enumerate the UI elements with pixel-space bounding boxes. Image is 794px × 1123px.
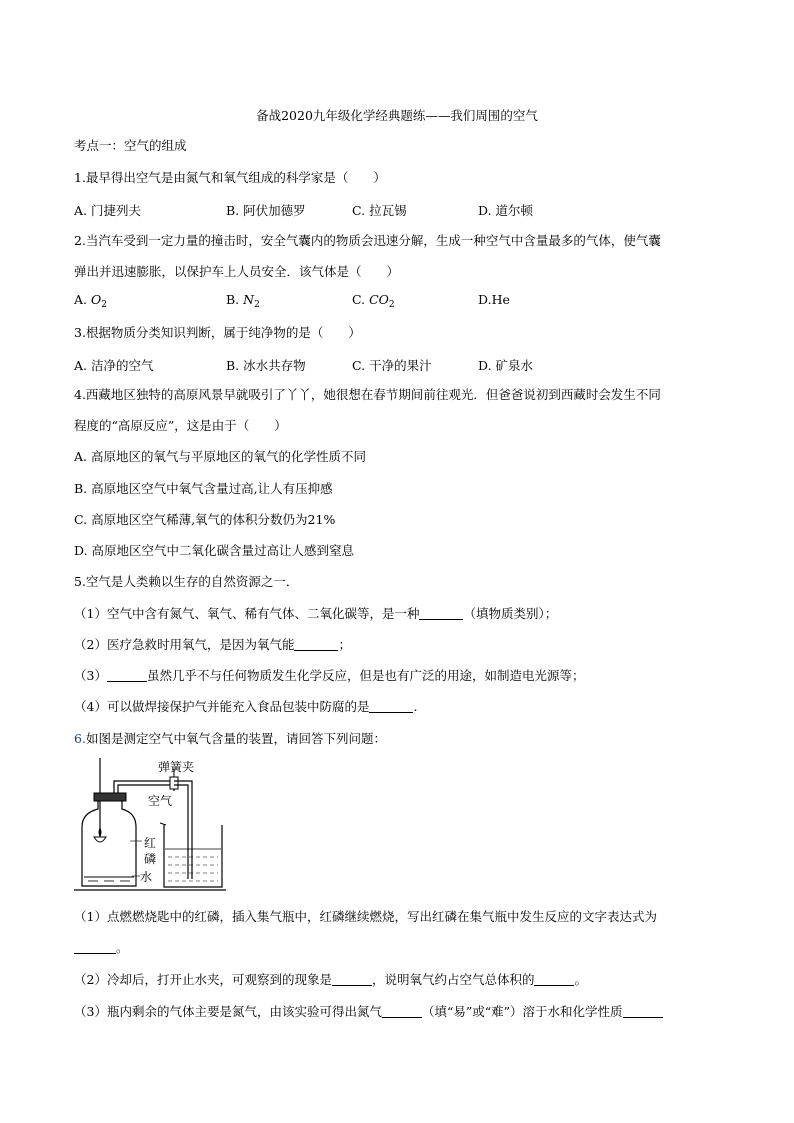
answer-blank[interactable] (332, 973, 372, 986)
q3-option-d: D. 矿泉水 (478, 358, 534, 373)
q4-stem-line2: 程度的“高原反应”，这是由于（ ） (74, 418, 287, 433)
document-title: 备战2020九年级化学经典题练——我们周围的空气 (256, 108, 538, 123)
q3-option-a: A. 洁净的空气 (74, 358, 154, 373)
answer-blank[interactable] (534, 973, 574, 986)
q4-option-b: B. 高原地区空气中氧气含量过高,让人有压抑感 (74, 481, 333, 496)
q4-stem-line1: 4.西藏地区独特的高原风景早就吸引了丫丫，她很想在春节期间前往观光．但爸爸说初到西藏时会发生不同 (74, 387, 661, 402)
answer-blank[interactable] (419, 607, 463, 620)
answer-blank[interactable] (623, 1005, 663, 1018)
q6-part2: （2）冷却后，打开止水夹，可观察到的现象是 ，说明氧气约占空气总体积的 。 (74, 972, 587, 987)
diagram-label-clamp: 弹簧夹 (158, 760, 195, 774)
q5-part3: （3） 虽然几乎不与任何物质发生化学反应，但是也有广泛的用途，如制造电光源等； (74, 668, 585, 683)
q1-option-c: C. 拉瓦锡 (352, 203, 407, 218)
q5-part4: （4）可以做焊接保护气并能充入食品包装中防腐的是 . (74, 699, 418, 714)
apparatus-diagram (74, 755, 234, 895)
q6-part3: （3）瓶内剩余的气体主要是氮气，由该实验可得出氮气 （填“易”或“难”）溶于水和化学性质 (74, 1004, 663, 1020)
q2-option-b: B. $N_2$ (226, 292, 260, 310)
answer-blank[interactable] (107, 669, 147, 682)
q4-option-d: D. 高原地区空气中二氧化碳含量过高让人感到窒息 (74, 543, 355, 558)
answer-blank[interactable] (369, 700, 413, 713)
q5-stem: 5.空气是人类赖以生存的自然资源之一． (74, 574, 299, 589)
q1-option-b: B. 阿伏加德罗 (226, 203, 306, 218)
q2-stem-line1: 2.当汽车受到一定力量的撞击时，安全气囊内的物质会迅速分解，生成一种空气中含量最多的气体，使气囊 (74, 233, 661, 248)
q1-option-d: D. 道尔顿 (478, 203, 534, 218)
q5-part1: （1）空气中含有氮气、氧气、稀有气体、二氧化碳等，是一种 （填物质类别）； (74, 606, 558, 621)
q2-option-d: D.He (478, 292, 510, 307)
q3-stem: 3.根据物质分类知识判断，属于纯净物的是（ ） (74, 325, 361, 340)
q6-part1: （1）点燃燃烧匙中的红磷，插入集气瓶中，红磷继续燃烧，写出红磷在集气瓶中发生反应的文字表达式为 (74, 909, 657, 924)
section-heading: 考点一：空气的组成 (74, 138, 187, 153)
answer-blank[interactable] (294, 638, 338, 651)
diagram-label-air: 空气 (148, 794, 173, 808)
q1-option-a: A. 门捷列夫 (74, 203, 141, 218)
q6-stem: 6.如图是测定空气中氧气含量的装置，请回答下列问题： (74, 731, 386, 746)
q4-option-c: C. 高原地区空气稀薄,氧气的体积分数仍为21% (74, 512, 336, 527)
q4-option-a: A. 高原地区的氧气与平原地区的氧气的化学性质不同 (74, 449, 366, 464)
diagram-label-water: 水 (140, 870, 153, 884)
q2-option-a: A. $O_2$ (74, 292, 107, 310)
q3-option-c: C. 干净的果汁 (352, 358, 432, 373)
diagram-label-red1: 红 (144, 836, 157, 850)
q1-stem: 1.最早得出空气是由氮气和氧气组成的科学家是（ ） (74, 170, 386, 185)
q5-part2: （2）医疗急救时用氧气，是因为氧气能 ； (74, 637, 351, 652)
q2-stem-line2: 弹出并迅速膨胀，以保护车上人员安全．该气体是（ ） (74, 264, 400, 279)
q3-option-b: B. 冰水共存物 (226, 358, 306, 373)
q6-part1-cont: 。 (74, 940, 129, 956)
answer-blank[interactable] (382, 1005, 422, 1018)
answer-blank[interactable] (74, 941, 116, 954)
diagram-label-red2: 磷 (144, 852, 157, 866)
q2-option-c: C. $CO_2$ (352, 292, 395, 310)
